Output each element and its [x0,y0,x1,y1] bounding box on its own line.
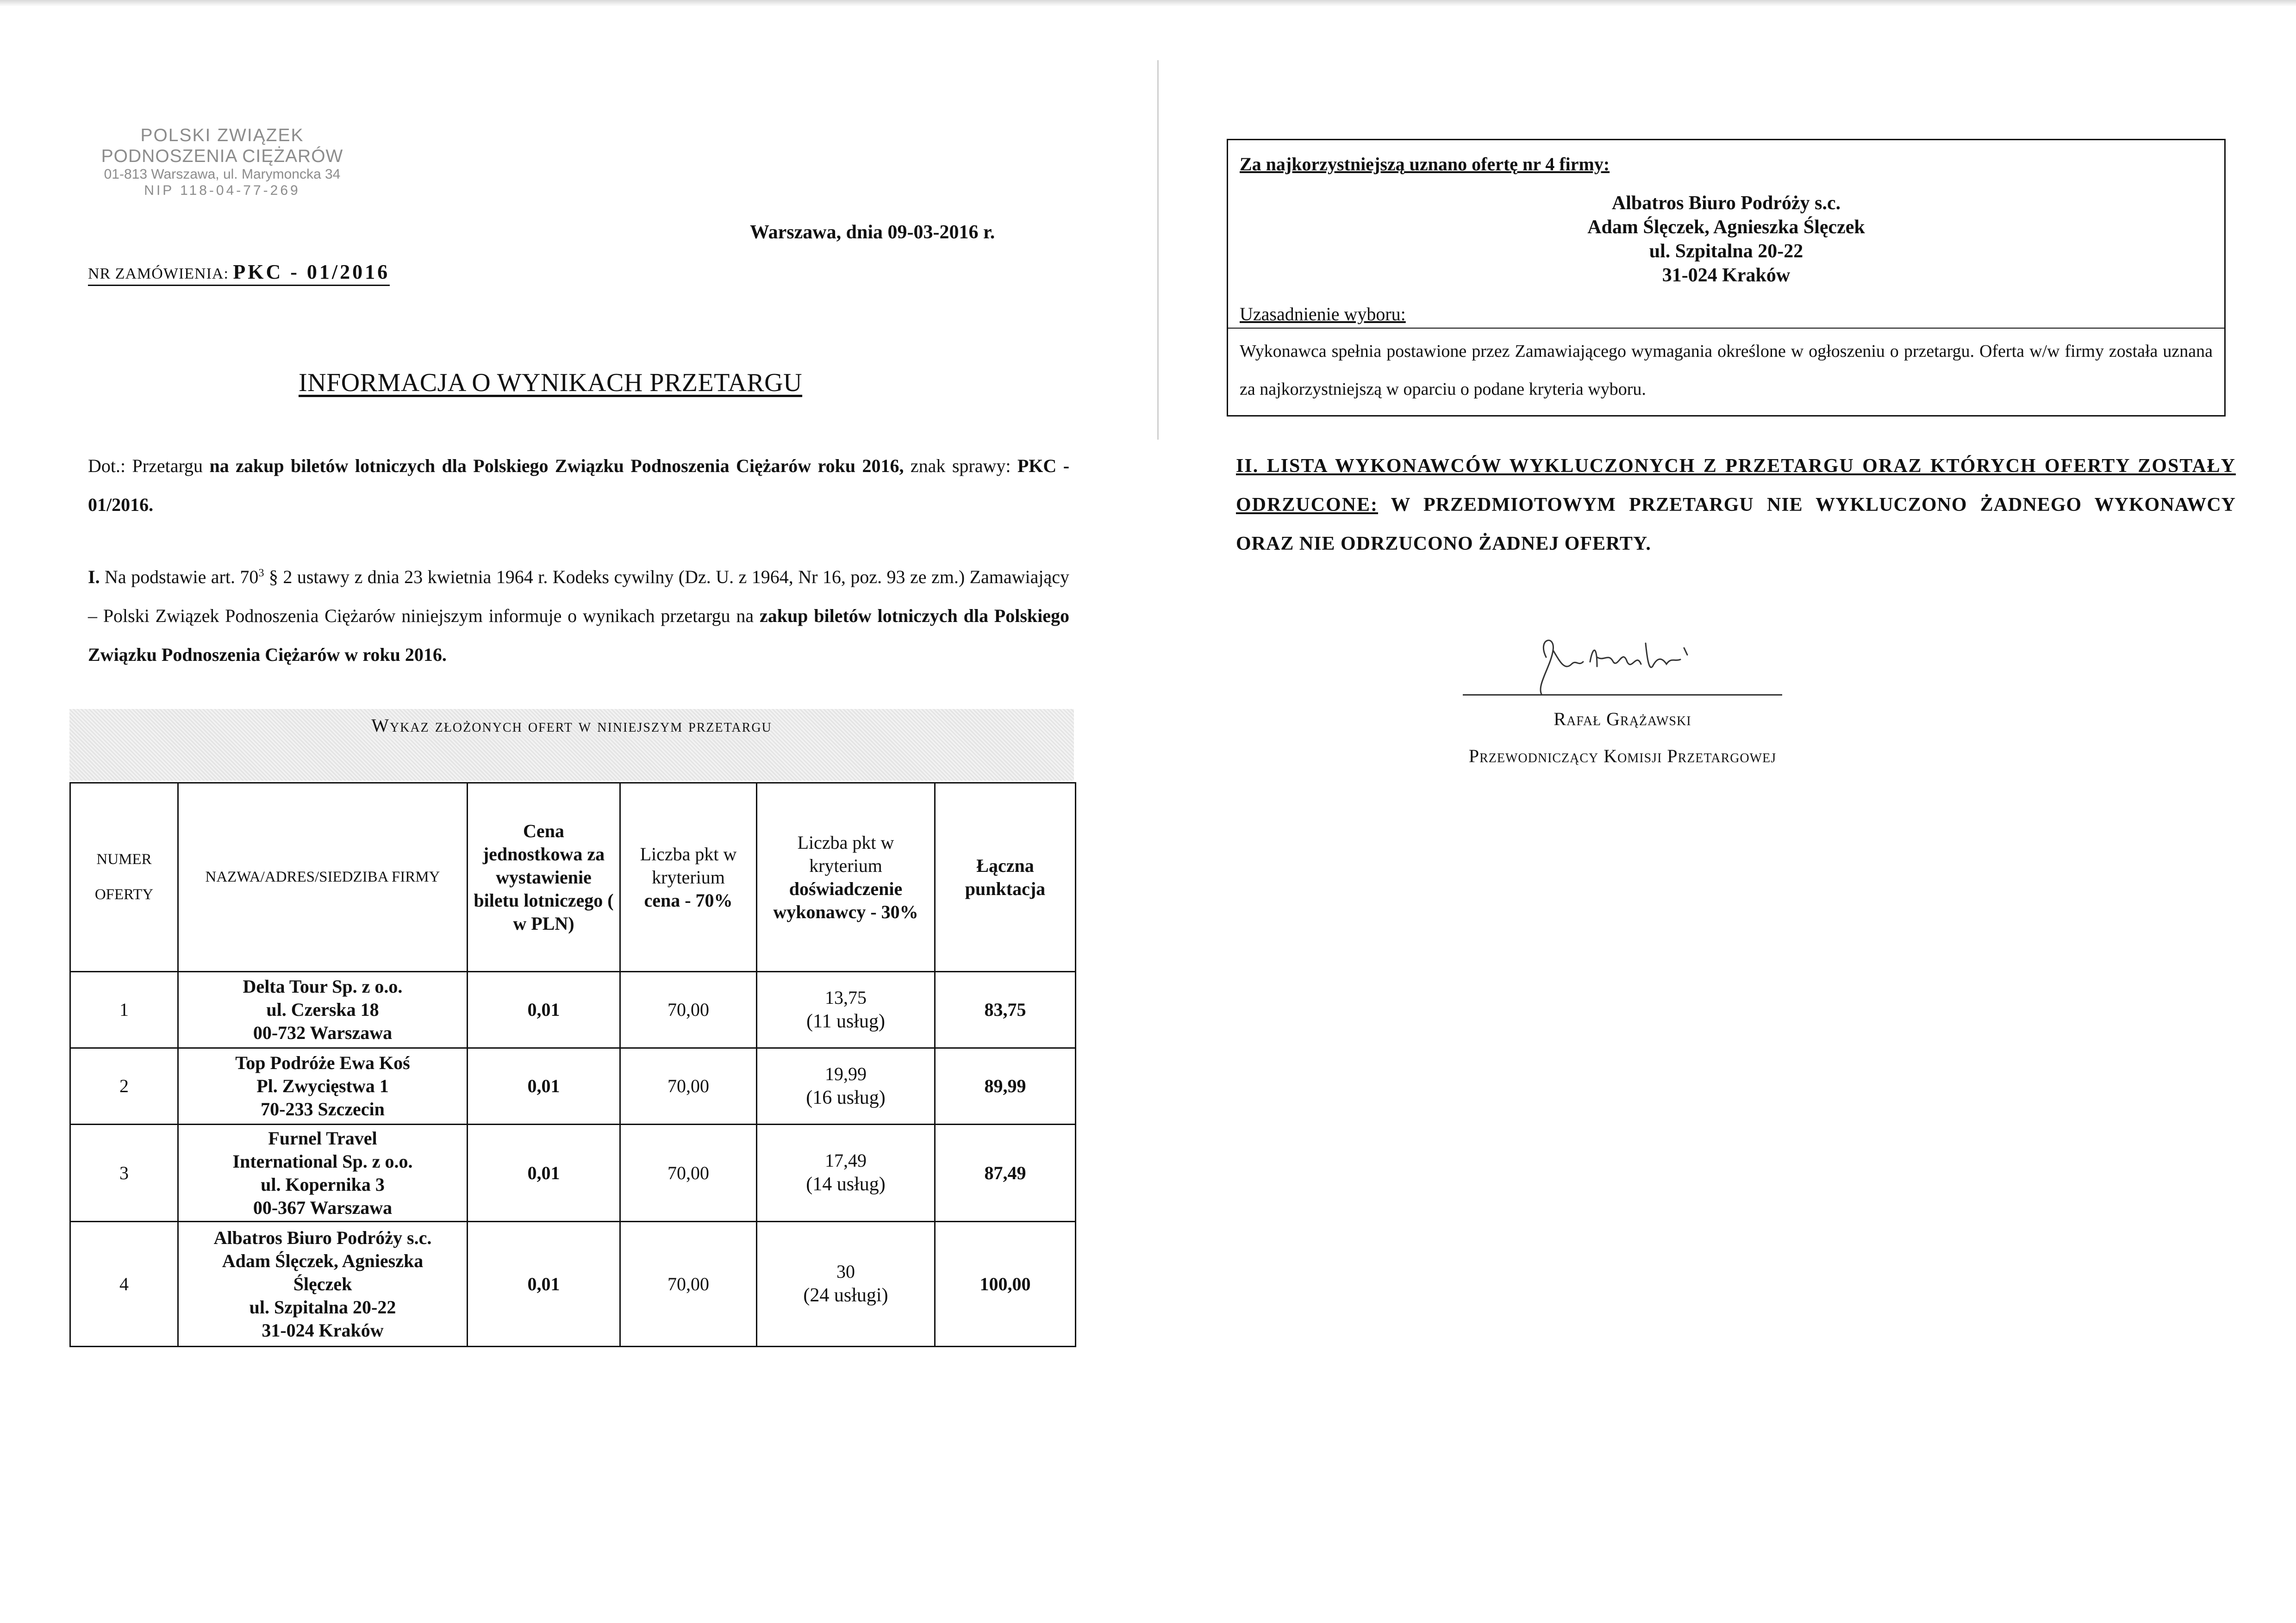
cell-price-points: 70,00 [620,1222,757,1347]
order-number-value: PKC - 01/2016 [233,261,390,283]
page-fold-line [1157,60,1159,440]
table-row [70,1048,1076,1125]
signer-role: Przewodniczący Komisji Przetargowej [1468,746,1777,766]
table-row [70,1125,1076,1222]
section-1-bold-end: zakup biletów lotniczych dla Polskiego Związku Podnoszenia Ciężarów w roku 2016. [88,605,1069,665]
exp-points-value: 30 [836,1261,855,1282]
winner-address-line: 31-024 Kraków [1662,265,1791,286]
exp-points-value: 13,75 [825,987,867,1008]
name-line: ul. Kopernika 3 [261,1174,385,1195]
justification-label: Uzasadnienie wyboru: [1240,304,1406,324]
name-line: 00-732 Warszawa [253,1022,393,1043]
winner-address [1228,191,2224,287]
section-2-text: W PRZEDMIOTOWYM PRZETARGU NIE WYKLUCZONO ŻADNEGO WYKONAWCY ORAZ NIE ODRZUCONO ŻADNEJ OFERTY. [1236,494,2236,554]
cell-total: 89,99 [935,1048,1076,1125]
header-price: Cena jednostkowa za wystawienie biletu lotniczego ( w PLN) [468,783,620,972]
subject-case-number: PKC - 01/2016. [88,455,1070,515]
winner-heading: Za najkorzystniejszą uznano ofertę nr 4 firmy: [1240,154,1610,174]
name-line: Adam Ślęczek, Agnieszka [222,1250,424,1271]
cell-price: 0,01 [468,1222,620,1347]
table-row [70,1222,1076,1347]
header-exp-points [757,783,935,972]
offers-table-caption-band [69,709,1074,781]
subject-middle: znak sprawy: [910,455,1011,476]
cell-total: 100,00 [935,1222,1076,1347]
table-row [70,972,1076,1048]
cell-exp-points [757,1125,935,1222]
winner-address-line: Albatros Biuro Podróży s.c. [1611,193,1841,214]
offers-table-caption: Wykaz złożonych ofert w niniejszym przetargu [371,715,772,736]
cell-name [178,1048,468,1125]
exp-points-note: (16 usług) [806,1087,886,1108]
cell-price-points: 70,00 [620,1125,757,1222]
name-line: Ślęczek [293,1273,352,1294]
header-price-points-b: cena - 70% [644,889,733,911]
scan-edge [0,0,2296,6]
cell-name [178,972,468,1048]
cell-exp-points [757,1048,935,1125]
organization-stamp [88,125,356,199]
section-1-paragraph [88,558,1069,674]
cell-number: 2 [70,1048,178,1125]
subject-prefix: Dot.: Przetargu [88,455,203,476]
handwritten-signature [1528,629,1703,699]
exp-points-note: (11 usług) [806,1010,885,1032]
stamp-line-3: 01-813 Warszawa, ul. Marymoncka 34 [104,167,341,182]
place-and-date: Warszawa, dnia 09-03-2016 r. [750,222,995,243]
exp-points-value: 19,99 [825,1063,867,1084]
cell-number: 4 [70,1222,178,1347]
exp-points-note: (24 usługi) [803,1285,888,1306]
section-1-sup: 3 [258,567,264,579]
exp-points-note: (14 usług) [806,1174,886,1195]
document-title: INFORMACJA O WYNIKACH PRZETARGU [299,368,803,397]
header-exp-points-b: doświadczenie wykonawcy - 30% [773,878,918,922]
cell-exp-points [757,1222,935,1347]
signer-name: Rafał Grążawski [1554,709,1691,729]
cell-exp-points [757,972,935,1048]
cell-name [178,1125,468,1222]
name-line: 31-024 Kraków [262,1319,384,1341]
name-line: ul. Czerska 18 [266,999,379,1020]
header-name: NAZWA/ADRES/SIEDZIBA FIRMY [178,783,468,972]
winner-box-divider [1228,328,2224,329]
section-2-heading: II. LISTA WYKONAWCÓW WYKLUCZONYCH Z PRZETARGU ORAZ KTÓRYCH OFERTY ZOSTAŁY ODRZUCONE: [1236,455,2236,516]
winner-address-line: ul. Szpitalna 20-22 [1649,241,1803,262]
winner-address-line: Adam Ślęczek, Agnieszka Ślęczek [1587,217,1865,238]
subject-paragraph [88,447,1069,524]
cell-price: 0,01 [468,1048,620,1125]
section-1-text-b: § 2 ustawy z dnia 23 kwietnia 1964 r. Kodeks cywilny (Dz. U. z 1964, Nr 16, poz. 93 ze zm.) Zamawiający – Polski Związek Podnoszenia Ciężarów niniejszym informuje o wynikach przetargu na [88,566,1070,626]
name-line: Delta Tour Sp. z o.o. [243,976,403,997]
header-price-points-a: Liczba pkt w kryterium [640,843,737,888]
name-line: International Sp. z o.o. [232,1150,413,1172]
cell-number: 3 [70,1125,178,1222]
offers-table-header-row [70,783,1076,972]
section-1-marker: I. [88,566,100,587]
cell-total: 83,75 [935,972,1076,1048]
stamp-line-2: PODNOSZENIA CIĘŻARÓW [101,146,343,167]
name-line: Pl. Zwycięstwa 1 [256,1076,389,1096]
cell-total: 87,49 [935,1125,1076,1222]
winner-box [1227,139,2226,417]
cell-price-points: 70,00 [620,1048,757,1125]
header-price-points [620,783,757,972]
section-1-text-a: Na podstawie art. 70 [105,566,259,587]
name-line: 00-367 Warszawa [253,1197,393,1218]
cell-price-points: 70,00 [620,972,757,1048]
cell-price: 0,01 [468,972,620,1048]
order-number-label: NR ZAMÓWIENIA: [88,265,229,282]
signature-line [1463,694,1782,696]
stamp-line-4: NIP 118-04-77-269 [144,183,300,199]
name-line: 70-233 Szczecin [261,1099,385,1119]
exp-points-value: 17,49 [825,1150,867,1171]
subject-bold: na zakup biletów lotniczych dla Polskiego Związku Podnoszenia Ciężarów roku 2016, [209,455,904,476]
stamp-line-1: POLSKI ZWIĄZEK [140,125,304,145]
justification-text: Wykonawca spełnia postawione przez Zamawiającego wymagania określone w ogłoszeniu o przetargu. Oferta w/w firmy została uznana za najkorzystniejszą w oparciu o podane kryteria wyboru. [1240,342,2213,399]
name-line: Furnel Travel [268,1127,377,1149]
cell-name [178,1222,468,1347]
order-number [88,260,390,286]
name-line: Top Podróże Ewa Koś [235,1052,410,1073]
cell-number: 1 [70,972,178,1048]
header-exp-points-a: Liczba pkt w kryterium [797,832,894,876]
offers-table [69,782,1076,1347]
name-line: ul. Szpitalna 20-22 [249,1296,396,1318]
header-number: NUMER OFERTY [70,783,178,972]
section-2 [1236,447,2236,563]
header-total: Łączna punktacja [935,783,1076,972]
name-line: Albatros Biuro Podróży s.c. [213,1227,432,1248]
cell-price: 0,01 [468,1125,620,1222]
